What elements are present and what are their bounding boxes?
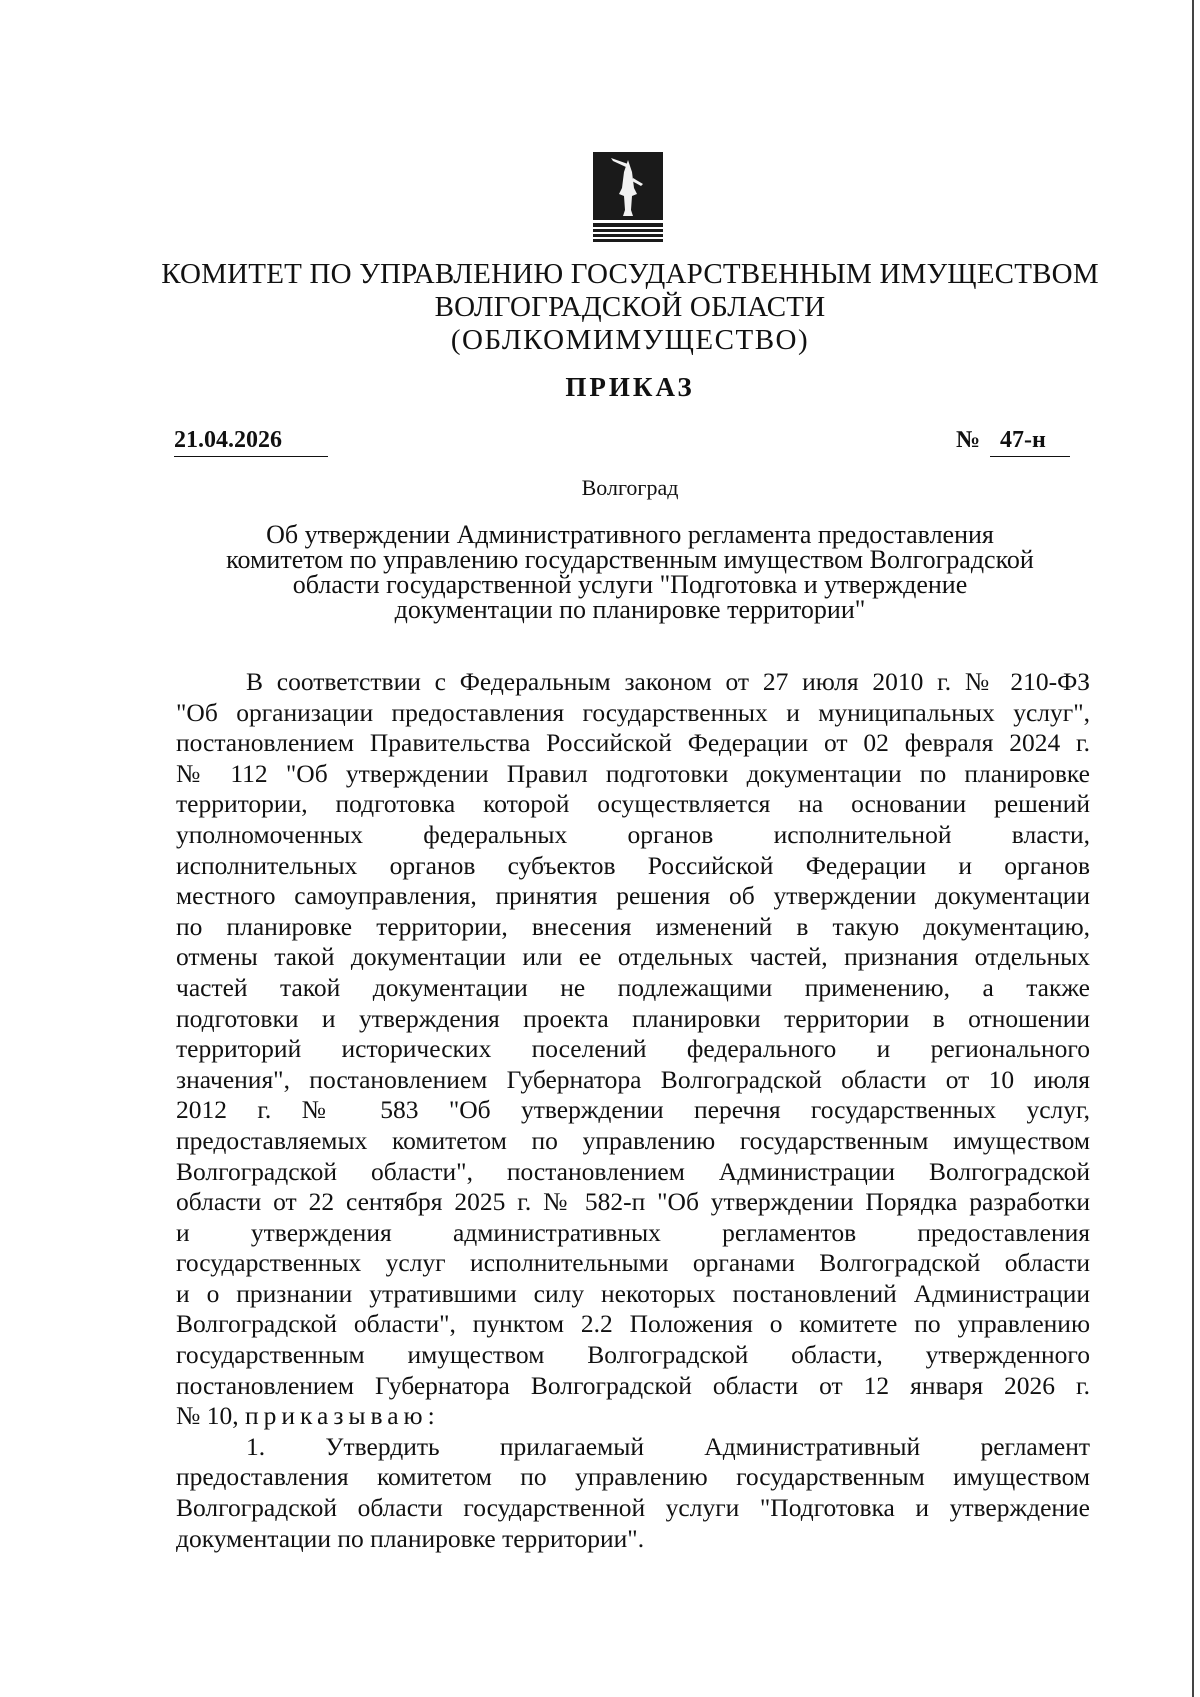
preamble-end: № 10, [176, 1401, 239, 1431]
preamble-line: В соответствии с Федеральным законом от 27 июля 2010 г. № 210-ФЗ [246, 667, 1090, 696]
order-number-label: № [956, 427, 981, 453]
order-number: 47-н [1000, 427, 1046, 453]
page-edge [1192, 0, 1200, 1697]
preamble-line: Волгоградской области", постановлением Администрации Волгоградской [176, 1156, 1090, 1186]
org-line-1: КОМИТЕТ ПО УПРАВЛЕНИЮ ГОСУДАРСТВЕННЫМ ИМУЩЕСТВОМ [161, 258, 1099, 290]
coat-of-arms-icon [591, 150, 665, 244]
preamble-line: частей такой документации не подлежащими применению, а также [176, 972, 1090, 1002]
preamble-line: уполномоченных федеральных органов исполнительной власти, [176, 819, 1090, 849]
organization-name [100, 258, 1160, 357]
preamble-line: постановлением Губернатора Волгоградской области от 12 января 2026 г. [176, 1370, 1090, 1400]
preamble-closing-line [176, 1401, 1090, 1432]
order-date: 21.04.2026 [174, 427, 282, 453]
item-1-line: документации по планировке территории". [176, 1523, 645, 1553]
document-type: ПРИКАЗ [565, 372, 695, 402]
item-1-line: 1. Утвердить прилагаемый Административный регламент [246, 1431, 1090, 1461]
preamble-line: государственных услуг исполнительными органами Волгоградской области [176, 1248, 1090, 1278]
date-underline [174, 456, 328, 457]
preamble-line: Волгоградской области", пунктом 2.2 Положения о комитете по управлению [176, 1309, 1090, 1339]
preamble-line: территории, подготовка которой осуществляется на основании решений [176, 789, 1090, 819]
preamble-line: и о признании утратившими силу некоторых постановлений Администрации [176, 1278, 1090, 1308]
item-1-line: предоставления комитетом по управлению государственным имуществом [176, 1462, 1090, 1492]
order-body [176, 667, 1090, 1554]
city: Волгоград [581, 475, 679, 500]
preamble-line: исполнительных органов субъектов Российской Федерации и органов [176, 850, 1090, 880]
preamble-line: предоставляемых комитетом по управлению государственным имуществом [176, 1125, 1090, 1155]
preamble-line: области от 22 сентября 2025 г. № 582-п "Об утверждении Порядка разработки [176, 1187, 1090, 1217]
number-underline [990, 456, 1070, 457]
preamble-line: отмены такой документации или ее отдельных частей, признания отдельных [176, 942, 1090, 972]
preamble-line: 2012 г. № 583 "Об утверждении перечня государственных услуг, [176, 1095, 1090, 1125]
org-line-2: ВОЛГОГРАДСКОЙ ОБЛАСТИ [434, 291, 826, 323]
subject-line: области государственной услуги "Подготовка и утверждение [292, 570, 968, 599]
preamble-line: территорий исторических поселений федерального и регионального [176, 1034, 1090, 1064]
preamble-line: по планировке территории, внесения изменений в такую документацию, [176, 911, 1090, 941]
subject-line: документации по планировке территории" [394, 595, 866, 624]
subject-line: комитетом по управлению государственным имуществом Волгоградской [226, 545, 1034, 574]
preamble-line: постановлением Правительства Российской Федерации от 02 февраля 2024 г. [176, 728, 1090, 758]
preamble-line: подготовки и утверждения проекта планировки территории в отношении [176, 1003, 1090, 1033]
preamble-line: государственным имуществом Волгоградской области, утвержденного [176, 1340, 1090, 1370]
item-1-line: Волгоградской области государственной услуги "Подготовка и утверждение [176, 1493, 1090, 1523]
preamble-line: "Об организации предоставления государственных и муниципальных услуг", [176, 697, 1090, 727]
command-word: приказываю: [244, 1401, 440, 1431]
preamble-line: значения", постановлением Губернатора Волгоградской области от 10 июля [176, 1064, 1090, 1094]
subject-line: Об утверждении Административного регламента предоставления [266, 520, 994, 549]
preamble-line: № 112 "Об утверждении Правил подготовки документации по планировке [176, 758, 1090, 788]
preamble-line: местного самоуправления, принятия решения об утверждении документации [176, 881, 1090, 911]
preamble-line: и утверждения административных регламентов предоставления [176, 1217, 1090, 1247]
org-abbreviation: (ОБЛКОМИМУЩЕСТВО) [450, 324, 810, 356]
order-subject [170, 522, 1090, 622]
